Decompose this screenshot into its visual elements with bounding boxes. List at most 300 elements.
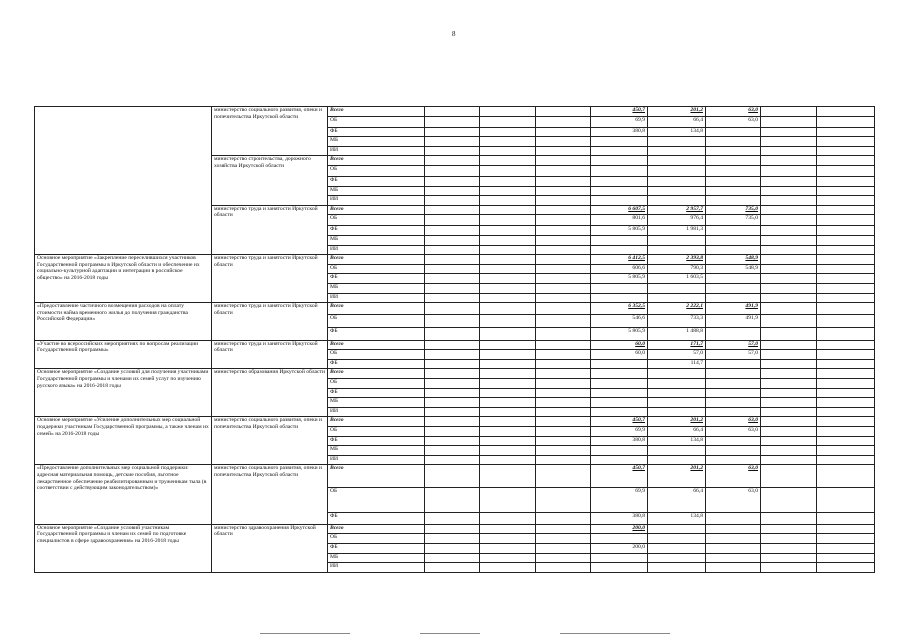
empty-cell [480, 524, 536, 534]
empty-cell [761, 465, 817, 488]
value-cell [706, 226, 761, 236]
funding-source: ОБ [328, 314, 425, 327]
empty-cell [536, 426, 591, 436]
funding-source: ИИ [328, 563, 425, 573]
value-cell [706, 327, 761, 340]
executor-cell: министерство труда и занятости Иркутской области [212, 205, 328, 254]
empty-cell [480, 127, 536, 137]
value-cell: 2 957,7 [648, 205, 706, 215]
value-cell [591, 166, 648, 177]
empty-cell [761, 226, 817, 236]
value-cell: 63,0 [706, 488, 761, 513]
value-cell: 201,2 [648, 465, 706, 488]
value-cell [706, 388, 761, 398]
value-cell [706, 293, 761, 303]
empty-cell [817, 465, 875, 488]
empty-cell [536, 215, 591, 226]
empty-cell [480, 455, 536, 465]
value-cell [591, 398, 648, 408]
value-cell [591, 534, 648, 544]
page-number: 8 [452, 30, 456, 38]
empty-cell [480, 245, 536, 255]
value-cell [648, 388, 706, 398]
empty-cell [817, 388, 875, 398]
funding-source: Всего [328, 205, 425, 215]
empty-cell [536, 513, 591, 525]
empty-cell [480, 303, 536, 315]
table-row [35, 369, 875, 379]
executor-cell: министерство труда и занятости Иркутской области [212, 255, 328, 303]
funding-source: Всего [328, 417, 425, 427]
empty-cell [817, 284, 875, 294]
empty-cell [761, 245, 817, 255]
empty-cell [761, 166, 817, 177]
value-cell: 60,0 [591, 350, 648, 360]
executor-cell: министерство социального развития, опеки и попечительства Иркутской области [212, 465, 328, 525]
value-cell: 450,7 [591, 417, 648, 427]
value-cell: 546,6 [591, 314, 648, 327]
value-cell [706, 186, 761, 196]
empty-cell [817, 378, 875, 388]
empty-cell [761, 205, 817, 215]
empty-cell [817, 137, 875, 147]
event-cell: Основное мероприятие «Создание условий для получения участниками Государственной программы и членами их семей услуг по изучению русского языка» на 2016-2018 годы [35, 369, 212, 417]
empty-cell [536, 177, 591, 187]
value-cell [706, 369, 761, 379]
empty-cell [536, 417, 591, 427]
value-cell [706, 553, 761, 563]
empty-cell [536, 407, 591, 417]
empty-cell [425, 455, 480, 465]
value-cell [706, 436, 761, 446]
value-cell [706, 563, 761, 573]
value-cell [648, 186, 706, 196]
empty-cell [761, 544, 817, 554]
value-cell: 69,9 [591, 426, 648, 436]
empty-cell [480, 284, 536, 294]
bottom-rule [260, 633, 350, 634]
empty-cell [536, 146, 591, 156]
value-cell [706, 146, 761, 156]
empty-cell [761, 127, 817, 137]
value-cell: 380,8 [591, 513, 648, 525]
empty-cell [536, 563, 591, 573]
empty-cell [761, 196, 817, 206]
value-cell [591, 378, 648, 388]
empty-cell [817, 455, 875, 465]
funding-source: Всего [328, 255, 425, 265]
value-cell: 5 805,9 [591, 226, 648, 236]
table-row [35, 417, 875, 427]
value-cell: 548,9 [706, 255, 761, 265]
value-cell [706, 446, 761, 456]
empty-cell [425, 369, 480, 379]
empty-cell [425, 553, 480, 563]
empty-cell [817, 553, 875, 563]
empty-cell [761, 340, 817, 350]
value-cell: 134,8 [648, 127, 706, 137]
empty-cell [536, 255, 591, 265]
empty-cell [817, 186, 875, 196]
value-cell [706, 274, 761, 284]
empty-cell [761, 116, 817, 127]
value-cell [591, 236, 648, 246]
empty-cell [425, 186, 480, 196]
funding-source: МБ [328, 284, 425, 294]
value-cell: 69,9 [591, 116, 648, 127]
event-cell: «Предоставление дополнительных мер социальной поддержки: адресная материальная помощь, детские пособия, льготное лекарственное обеспечение реабилитированным и труженикам тыла (в соответствии с действующим законодательством)» [35, 465, 212, 525]
empty-cell [425, 534, 480, 544]
empty-cell [536, 116, 591, 127]
empty-cell [536, 378, 591, 388]
empty-cell [425, 417, 480, 427]
empty-cell [480, 107, 536, 117]
empty-cell [817, 177, 875, 187]
empty-cell [480, 340, 536, 350]
value-cell: 735,0 [706, 205, 761, 215]
empty-cell [761, 455, 817, 465]
empty-cell [536, 534, 591, 544]
value-cell [706, 544, 761, 554]
empty-cell [536, 293, 591, 303]
value-cell: 450,7 [591, 465, 648, 488]
empty-cell [480, 196, 536, 206]
empty-cell [480, 388, 536, 398]
value-cell [648, 137, 706, 147]
empty-cell [817, 359, 875, 369]
empty-cell [761, 107, 817, 117]
empty-cell [425, 264, 480, 274]
empty-cell [817, 245, 875, 255]
executor-cell: министерство строительства, дорожного хозяйства Иркутской области [212, 156, 328, 205]
funding-source: ОБ [328, 350, 425, 360]
funding-source: МБ [328, 398, 425, 408]
value-cell [648, 398, 706, 408]
executor-cell: министерство труда и занятости Иркутской области [212, 340, 328, 369]
empty-cell [817, 426, 875, 436]
empty-cell [817, 255, 875, 265]
value-cell: 2 222,1 [648, 303, 706, 315]
empty-cell [536, 264, 591, 274]
funding-source: ФБ [328, 544, 425, 554]
funding-source: ФБ [328, 388, 425, 398]
value-cell [591, 146, 648, 156]
empty-cell [817, 156, 875, 166]
funding-source: ИИ [328, 455, 425, 465]
empty-cell [761, 388, 817, 398]
empty-cell [536, 340, 591, 350]
empty-cell [425, 398, 480, 408]
value-cell [591, 186, 648, 196]
funding-source: ОБ [328, 215, 425, 226]
value-cell: 201,2 [648, 107, 706, 117]
value-cell [648, 245, 706, 255]
value-cell: 6 412,5 [591, 255, 648, 265]
empty-cell [761, 350, 817, 360]
empty-cell [536, 359, 591, 369]
empty-cell [425, 177, 480, 187]
value-cell [648, 563, 706, 573]
value-cell: 66,4 [648, 116, 706, 127]
empty-cell [817, 446, 875, 456]
empty-cell [761, 563, 817, 573]
value-cell [591, 137, 648, 147]
empty-cell [536, 544, 591, 554]
value-cell [591, 359, 648, 369]
empty-cell [425, 426, 480, 436]
empty-cell [761, 255, 817, 265]
table-row [35, 107, 875, 117]
empty-cell [817, 488, 875, 513]
empty-cell [425, 563, 480, 573]
value-cell [648, 284, 706, 294]
empty-cell [817, 293, 875, 303]
value-cell: 171,7 [648, 340, 706, 350]
event-cell [35, 107, 212, 255]
value-cell [591, 245, 648, 255]
empty-cell [425, 284, 480, 294]
empty-cell [817, 166, 875, 177]
empty-cell [480, 177, 536, 187]
empty-cell [425, 245, 480, 255]
empty-cell [425, 378, 480, 388]
empty-cell [480, 255, 536, 265]
empty-cell [817, 196, 875, 206]
value-cell [648, 378, 706, 388]
value-cell [648, 534, 706, 544]
value-cell [648, 446, 706, 456]
empty-cell [761, 488, 817, 513]
value-cell [706, 156, 761, 166]
value-cell: 790,3 [648, 264, 706, 274]
value-cell [591, 446, 648, 456]
empty-cell [480, 166, 536, 177]
value-cell [591, 563, 648, 573]
funding-source: МБ [328, 236, 425, 246]
empty-cell [761, 274, 817, 284]
empty-cell [425, 446, 480, 456]
value-cell [648, 293, 706, 303]
empty-cell [480, 544, 536, 554]
empty-cell [817, 314, 875, 327]
empty-cell [425, 303, 480, 315]
empty-cell [536, 205, 591, 215]
empty-cell [817, 327, 875, 340]
empty-cell [536, 156, 591, 166]
empty-cell [817, 146, 875, 156]
value-cell: 380,8 [591, 436, 648, 446]
empty-cell [480, 436, 536, 446]
empty-cell [425, 488, 480, 513]
empty-cell [425, 274, 480, 284]
value-cell: 1 603,5 [648, 274, 706, 284]
empty-cell [761, 359, 817, 369]
empty-cell [761, 513, 817, 525]
empty-cell [480, 274, 536, 284]
empty-cell [536, 488, 591, 513]
empty-cell [480, 215, 536, 226]
value-cell: 450,7 [591, 107, 648, 117]
value-cell: 1 488,8 [648, 327, 706, 340]
value-cell [648, 407, 706, 417]
funding-source: Всего [328, 303, 425, 315]
empty-cell [480, 116, 536, 127]
empty-cell [480, 205, 536, 215]
empty-cell [425, 524, 480, 534]
value-cell: 491,9 [706, 303, 761, 315]
empty-cell [480, 534, 536, 544]
empty-cell [536, 127, 591, 137]
value-cell: 63,0 [706, 107, 761, 117]
table-row [35, 303, 875, 315]
empty-cell [536, 369, 591, 379]
value-cell [591, 156, 648, 166]
empty-cell [536, 350, 591, 360]
empty-cell [480, 137, 536, 147]
empty-cell [536, 303, 591, 315]
empty-cell [761, 303, 817, 315]
value-cell [591, 455, 648, 465]
value-cell: 57,0 [648, 350, 706, 360]
empty-cell [425, 407, 480, 417]
empty-cell [761, 398, 817, 408]
empty-cell [425, 255, 480, 265]
empty-cell [425, 166, 480, 177]
value-cell: 201,2 [648, 417, 706, 427]
value-cell: 134,8 [648, 436, 706, 446]
empty-cell [536, 196, 591, 206]
value-cell [591, 553, 648, 563]
empty-cell [536, 236, 591, 246]
empty-cell [817, 264, 875, 274]
empty-cell [761, 407, 817, 417]
value-cell [591, 177, 648, 187]
empty-cell [761, 436, 817, 446]
funding-source: ОБ [328, 426, 425, 436]
value-cell [706, 513, 761, 525]
empty-cell [761, 327, 817, 340]
funding-source: МБ [328, 137, 425, 147]
event-cell: Основное мероприятие «Закрепление переселившихся участников Государственной программы в Иркутской области и обеспечение их социально-культурной адаптации и интеграции в российское общество» на 2016-2018 годы [35, 255, 212, 303]
empty-cell [817, 513, 875, 525]
funding-source: ОБ [328, 534, 425, 544]
empty-cell [761, 156, 817, 166]
empty-cell [761, 426, 817, 436]
value-cell [706, 166, 761, 177]
empty-cell [425, 314, 480, 327]
value-cell [648, 553, 706, 563]
empty-cell [761, 369, 817, 379]
empty-cell [536, 166, 591, 177]
funding-source: ИИ [328, 146, 425, 156]
empty-cell [536, 446, 591, 456]
empty-cell [425, 116, 480, 127]
value-cell: 60,0 [591, 340, 648, 350]
value-cell [648, 455, 706, 465]
bottom-rule [560, 633, 670, 634]
value-cell: 606,6 [591, 264, 648, 274]
empty-cell [817, 215, 875, 226]
empty-cell [480, 513, 536, 525]
empty-cell [817, 205, 875, 215]
empty-cell [480, 563, 536, 573]
value-cell [706, 534, 761, 544]
funding-source: ФБ [328, 274, 425, 284]
funding-source: МБ [328, 186, 425, 196]
funding-source: МБ [328, 446, 425, 456]
funding-source: ФБ [328, 177, 425, 187]
executor-cell: министерство труда и занятости Иркутской области [212, 303, 328, 340]
empty-cell [480, 446, 536, 456]
empty-cell [761, 293, 817, 303]
value-cell: 63,0 [706, 426, 761, 436]
value-cell: 66,4 [648, 426, 706, 436]
empty-cell [817, 340, 875, 350]
funding-source: Всего [328, 156, 425, 166]
value-cell [648, 146, 706, 156]
empty-cell [761, 264, 817, 274]
empty-cell [425, 340, 480, 350]
empty-cell [480, 226, 536, 236]
empty-cell [761, 284, 817, 294]
empty-cell [817, 236, 875, 246]
table-row [35, 340, 875, 350]
empty-cell [480, 146, 536, 156]
value-cell [648, 544, 706, 554]
empty-cell [480, 488, 536, 513]
empty-cell [817, 274, 875, 284]
empty-cell [817, 398, 875, 408]
empty-cell [425, 156, 480, 166]
funding-source: Всего [328, 465, 425, 488]
value-cell [706, 177, 761, 187]
empty-cell [480, 156, 536, 166]
empty-cell [536, 436, 591, 446]
empty-cell [761, 137, 817, 147]
value-cell [706, 236, 761, 246]
value-cell: 1 981,3 [648, 226, 706, 236]
value-cell [591, 388, 648, 398]
table-row [35, 524, 875, 534]
empty-cell [817, 417, 875, 427]
value-cell: 66,4 [648, 488, 706, 513]
value-cell [706, 524, 761, 534]
empty-cell [480, 426, 536, 436]
value-cell: 69,9 [591, 488, 648, 513]
event-cell: «Участие во всероссийских мероприятиях по вопросам реализации Государственной программы» [35, 340, 212, 369]
empty-cell [480, 264, 536, 274]
empty-cell [817, 524, 875, 534]
empty-cell [817, 350, 875, 360]
value-cell [591, 369, 648, 379]
funding-source: ФБ [328, 359, 425, 369]
empty-cell [536, 327, 591, 340]
empty-cell [536, 274, 591, 284]
funding-source: ИИ [328, 293, 425, 303]
empty-cell [817, 544, 875, 554]
value-cell [591, 284, 648, 294]
value-cell: 733,3 [648, 314, 706, 327]
funding-source: ОБ [328, 264, 425, 274]
empty-cell [761, 534, 817, 544]
empty-cell [536, 388, 591, 398]
empty-cell [761, 417, 817, 427]
empty-cell [536, 226, 591, 236]
value-cell [706, 407, 761, 417]
empty-cell [536, 245, 591, 255]
value-cell [591, 196, 648, 206]
value-cell [706, 378, 761, 388]
